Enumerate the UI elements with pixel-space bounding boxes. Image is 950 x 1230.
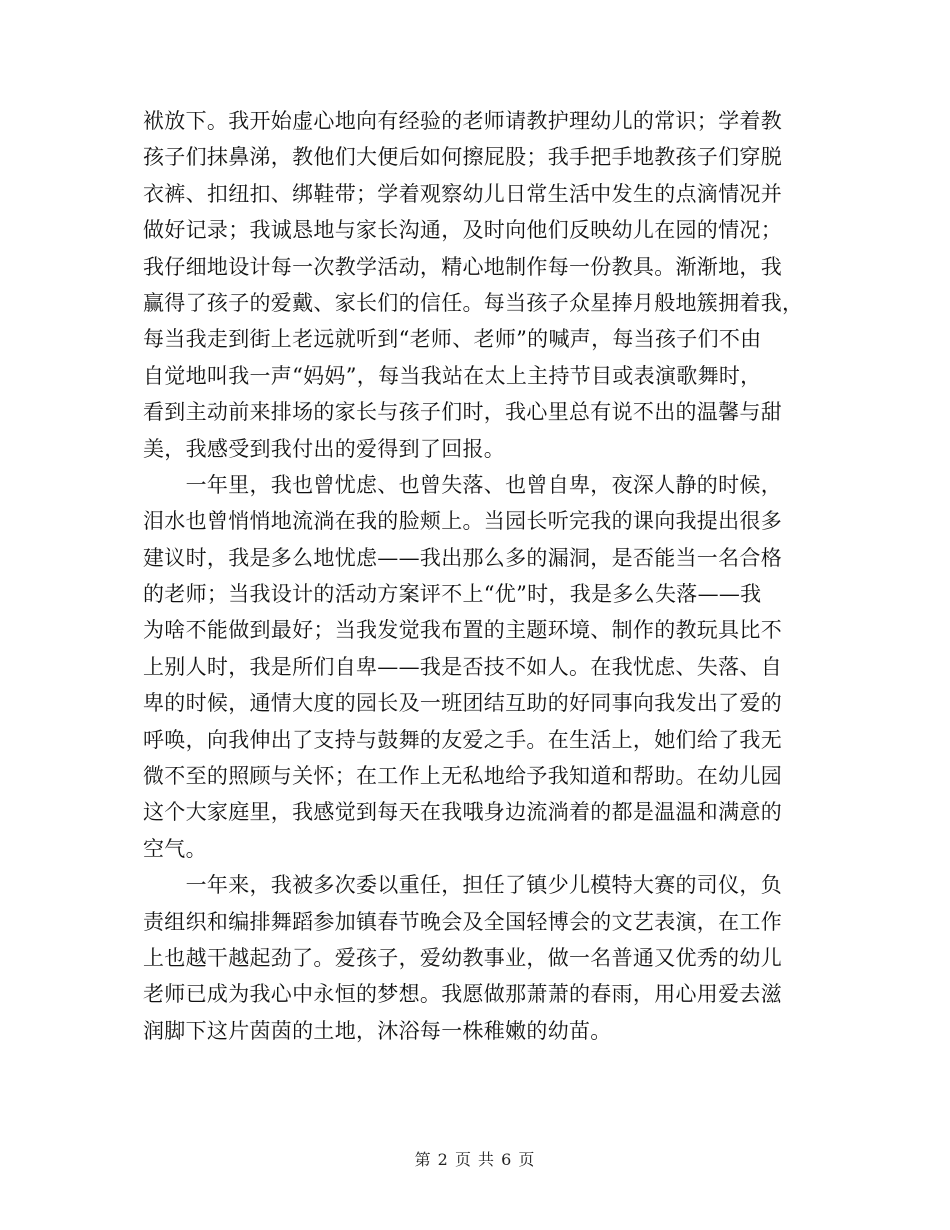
paragraph-start-line: 一年里，我也曾忧虑、也曾失落、也曾自卑，夜深人静的时候， [143,472,782,497]
text-line: 这个大家庭里，我感觉到每天在我哦身边流淌着的都是温温和满意的 [143,800,782,825]
text-line: 孩子们抹鼻涕，教他们大便后如何擦屁股；我手把手地教孩子们穿脱 [143,145,782,170]
page-footer [0,1150,950,1170]
text-line: 每当我走到街上老远就听到“老师、老师”的喊声，每当孩子们不由 [143,327,762,352]
text-line: 我仔细地设计每一次教学活动，精心地制作每一份教具。渐渐地，我 [143,254,782,279]
text-line: 袱放下。我开始虚心地向有经验的老师请教护理幼儿的常识；学着教 [143,109,782,133]
paragraph-start-line: 一年来，我被多次委以重任，担任了镇少儿模特大赛的司仪，负 [143,873,782,898]
text-line: 老师已成为我心中永恒的梦想。我愿做那萧萧的春雨，用心用爱去滋 [143,982,782,1007]
text-line: 美，我感受到我付出的爱得到了回报。 [143,436,506,461]
text-line: 为啥不能做到最好；当我发觉我布置的主题环境、制作的教玩具比不 [143,618,782,643]
text-line: 上别人时，我是所们自卑——我是否技不如人。在我忧虑、失落、自 [143,654,782,679]
text-line: 赢得了孩子的爱戴、家长们的信任。每当孩子众星捧月般地簇拥着我， [143,290,804,315]
text-line: 润脚下这片茵茵的土地，沐浴每一株稚嫩的幼苗。 [143,1018,612,1043]
page-number-label: 第 2 页 共 6 页 [414,1150,536,1169]
text-line: 泪水也曾悄悄地流淌在我的脸颊上。当园长听完我的课向我提出很多 [143,509,782,534]
text-line: 卑的时候，通情大度的园长及一班团结互助的好同事向我发出了爱的 [143,691,782,716]
text-line: 空气。 [143,836,207,861]
text-line: 做好记录；我诚恳地与家长沟通，及时向他们反映幼儿在园的情况； [143,218,782,243]
body-text [143,103,815,1049]
text-line: 微不至的照顾与关怀；在工作上无私地给予我知道和帮助。在幼儿园 [143,764,782,789]
text-line: 呼唤，向我伸出了支持与鼓舞的友爱之手。在生活上，她们给了我无 [143,727,782,752]
text-line: 上也越干越起劲了。爱孩子，爱幼教事业，做一名普通又优秀的幼儿 [143,945,782,970]
text-line: 的老师；当我设计的活动方案评不上“优”时，我是多么失落——我 [143,582,762,607]
text-line: 自觉地叫我一声“妈妈”，每当我站在太上主持节目或表演歌舞时， [143,363,762,388]
text-line: 建议时，我是多么地忧虑——我出那么多的漏洞，是否能当一名合格 [143,545,782,570]
text-line: 衣裤、扣纽扣、绑鞋带；学着观察幼儿日常生活中发生的点滴情况并 [143,181,782,206]
text-line: 看到主动前来排场的家长与孩子们时，我心里总有说不出的温馨与甜 [143,400,782,425]
text-line: 责组织和编排舞蹈参加镇春节晚会及全国轻博会的文艺表演，在工作 [143,909,782,934]
